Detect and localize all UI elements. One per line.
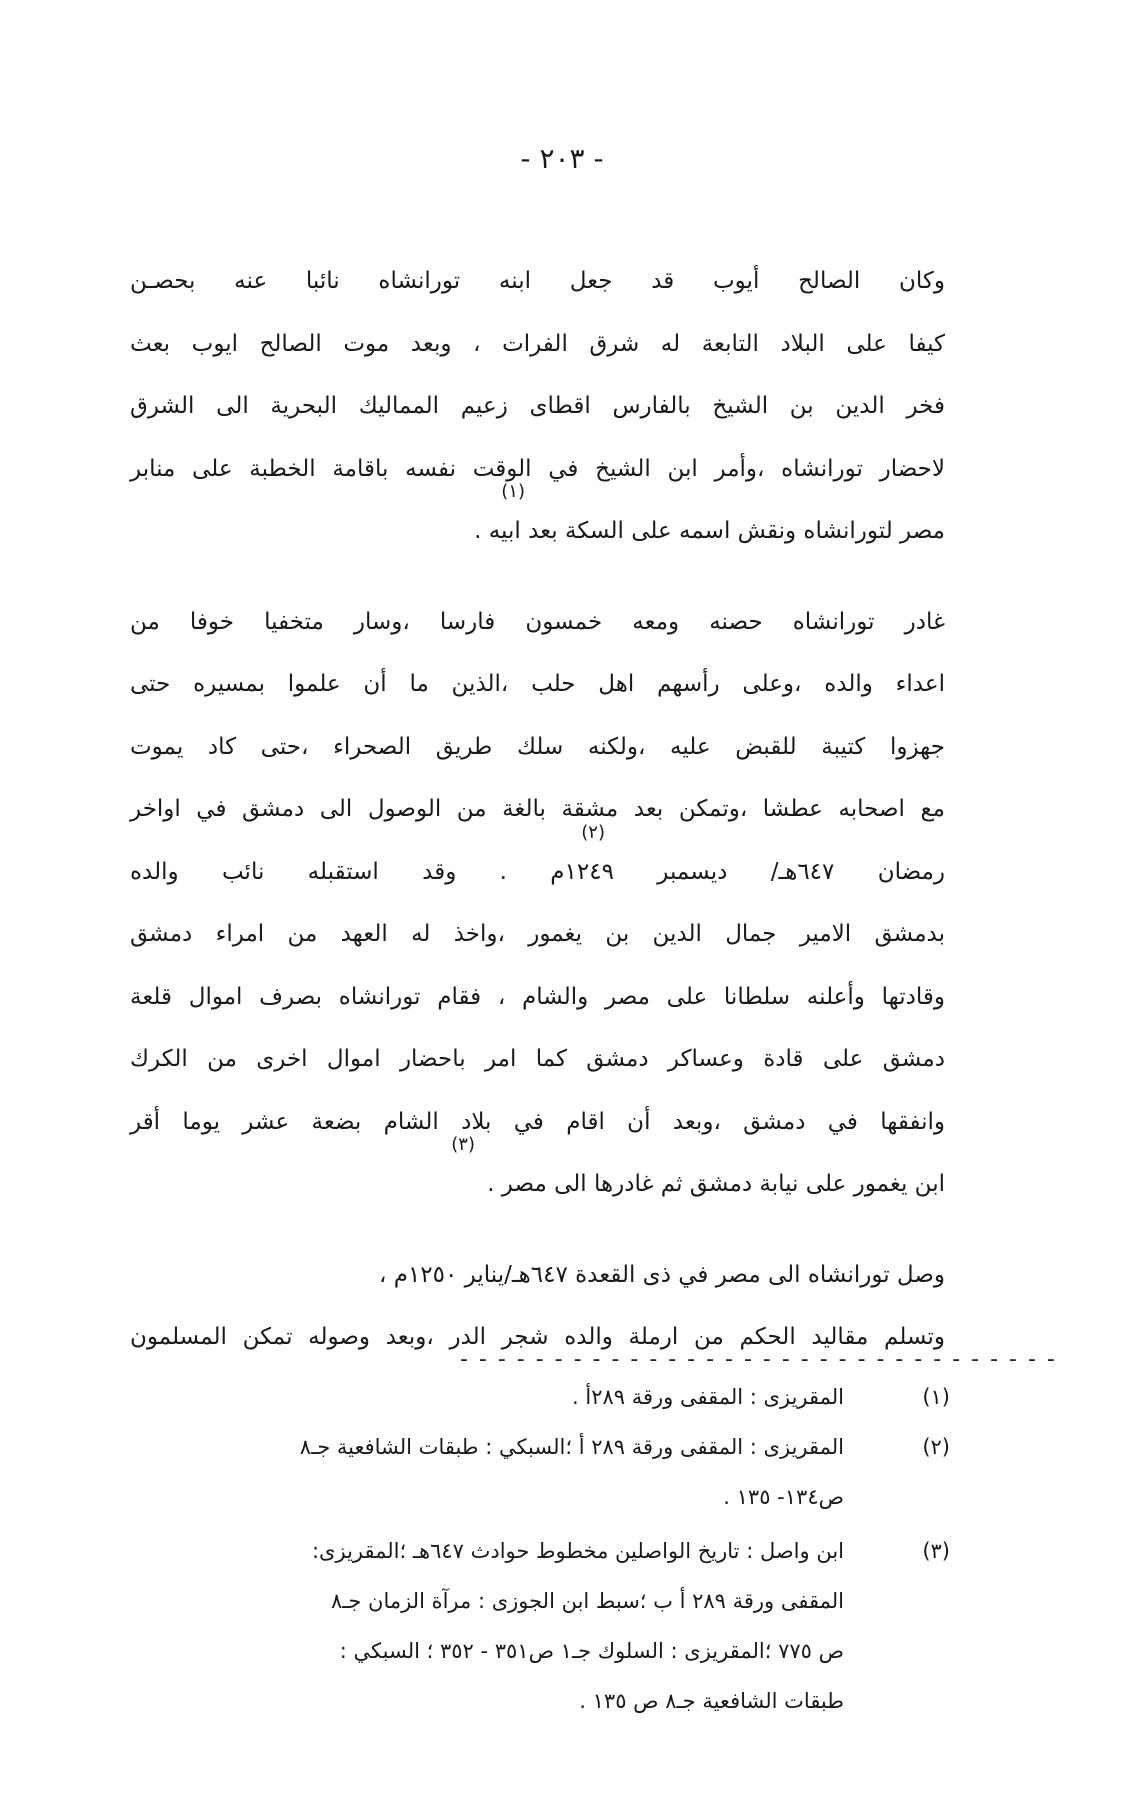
- footnote-line: ص ٧٧٥ ؛المقريزى : السلوك جـ١ ص٣٥١ - ٣٥٢ ؛ السبكي :: [339, 1639, 844, 1663]
- text-line-content: رمضان ٦٤٧هـ/ ديسمبر ١٢٤٩م . وقد استقبله نائب والده: [130, 858, 945, 885]
- footnotes: [120, 1372, 950, 1726]
- footnote-line: المقريزى : المقفى ورقة ٢٨٩ أ ؛السبكي : طبقات الشافعية جـ٨: [299, 1435, 844, 1459]
- text-line-content: مصر لتورانشاه ونقش اسمه على السكة بعد ابيه .: [474, 518, 945, 544]
- text-line: بدمشق الامير جمال الدين بن يغمور ،واخذ له العهد من امراء دمشق: [130, 921, 945, 947]
- text-line: دمشق على قادة وعساكر دمشق كما امر باحضار اموال اخرى من الكرك: [130, 1046, 945, 1072]
- text-line-content: ابن يغمور على نيابة دمشق ثم غادرها الى مصر .: [487, 1171, 945, 1197]
- footnote-3: [120, 1526, 950, 1726]
- text-line: جهزوا كتيبة للقبض عليه ،ولكنه سلك طريق الصحراء ،حتى كاد يموت: [130, 733, 945, 760]
- text-line: وصل تورانشاه الى مصر في ذى القعدة ٦٤٧هـ/يناير ١٢٥٠م ،: [378, 1261, 945, 1288]
- text-line: لاحضار تورانشاه ،وأمر ابن الشيخ في الوقت نفسه باقامة الخطبة على منابر: [130, 455, 945, 482]
- text-line: وقادتها وأعلنه سلطانا على مصر والشام ، فقام تورانشاه بصرف اموال قلعة: [130, 983, 945, 1010]
- main-text: [130, 250, 945, 1369]
- text-line: مع اصحابه عطشا ،وتمكن بعد مشقة بالغة من الوصول الى دمشق في اواخر: [130, 796, 945, 822]
- footnote-line: ص١٣٤- ١٣٥ .: [723, 1485, 844, 1509]
- text-line: غادر تورانشاه حصنه ومعه خمسون فارسا ،وسار متخفيا خوفا من: [130, 608, 945, 635]
- text-line: وانفقها في دمشق ،وبعد أن اقام في بلاد الشام بضعة عشر يوما أقر: [130, 1108, 945, 1135]
- text-line: وكان الصالح أيوب قد جعل ابنه تورانشاه نائبا عنه بحصـن: [130, 268, 945, 294]
- text-line-with-footnote: [130, 481, 945, 563]
- footnote-ref-1: (١): [501, 481, 525, 502]
- footnote-separator: - - - - - - - - - - - - - - - - - - - - - - - - - - - - - - - -: [460, 1347, 1057, 1372]
- text-line-with-footnote: [130, 1134, 945, 1216]
- footnote-ref-3: (٣): [451, 1134, 475, 1155]
- footnote-1: [120, 1372, 950, 1422]
- footnote-line: ابن واصل : تاريخ الواصلين مخطوط حوادث ٦٤٧هـ ؛المقريزى:: [311, 1539, 844, 1563]
- text-line: كيفا على البلاد التابعة له شرق الفرات ، وبعد موت الصالح ايوب بعث: [130, 330, 945, 357]
- footnote-number: (٢): [922, 1435, 950, 1459]
- text-line: وتسلم مقاليد الحكم من ارملة والده شجر الدر ،وبعد وصوله تمكن المسلمون: [130, 1324, 945, 1350]
- footnote-number: (٣): [922, 1539, 950, 1563]
- text-line-with-footnote: [130, 821, 945, 904]
- footnote-line: المقريزى : المقفى ورقة ٢٨٩أ .: [572, 1385, 844, 1409]
- footnote-line: المقفى ورقة ٢٨٩ أ ب ؛سبط ابن الجوزى : مرآة الزمان جـ٨: [330, 1589, 844, 1613]
- footnote-number: (١): [922, 1385, 950, 1409]
- text-line: فخر الدين بن الشيخ بالفارس اقطاى زعيم المماليك البحرية الى الشرق: [130, 393, 945, 419]
- text-line: اعداء والده ،وعلى رأسهم اهل حلب ،الذين ما أن علموا بمسيره حتى: [130, 671, 945, 697]
- footnote-ref-2: (٢): [581, 821, 605, 843]
- page-number: - ٢٠٣ -: [520, 142, 604, 175]
- footnote-line: طبقات الشافعية جـ٨ ص ١٣٥ .: [579, 1689, 844, 1713]
- footnote-2: [120, 1422, 950, 1522]
